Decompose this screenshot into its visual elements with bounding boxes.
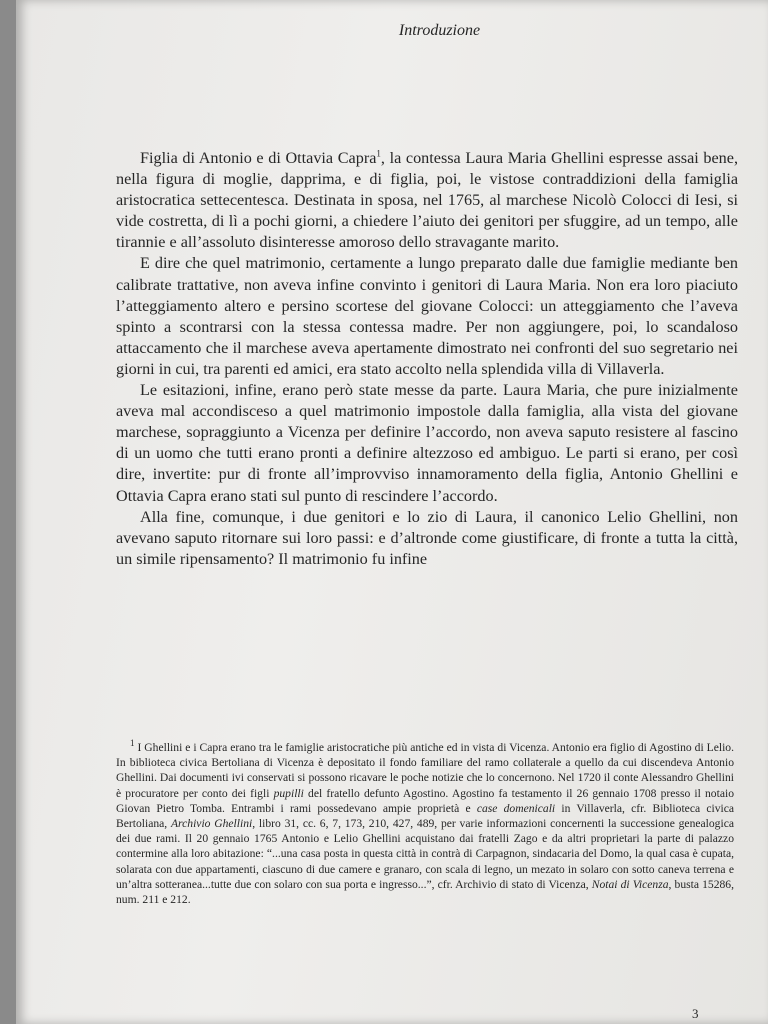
footnote-part: del fratello defunto Agostino. Agostino fa testamento il 26 gennaio 1708 presso il notaio Giovan Pietro Tomba. Entrambi i rami possedevano ampie proprietà e [116,786,734,815]
footnote [116,740,734,907]
footnote-part: , busta 15286, num. 211 e 212. [116,877,734,907]
book-page [16,0,768,1024]
footnote-text [116,740,734,907]
footnote-part: I Ghellini e i Capra erano tra le famiglie aristocratiche più antiche ed in vista di Vicenza. Antonio era figlio di Agostino di Lelio. In biblioteca civica Bertoliana di Vicenza è depositato il fondo familiare del ramo collaterale a quello da cui discendeva Antonio Ghellini. Dai documenti ivi conservati si possono ricavare le poche notizie che lo concernono. Nel 1720 il conte Alessandro Ghellini è procuratore per conto dei figli [116,741,734,800]
footnote-marker: 1 [130,738,135,749]
footnote-italic: pupilli [273,786,304,800]
running-head: Introduzione [398,22,481,39]
footnote-part: , libro 31, cc. 6, 7, 173, 210, 427, 489, per varie informazioni concernenti la successione genealogica dei due rami. Il 20 gennaio 1765 Antonio e Lelio Ghellini acquistano dai fratelli Zago e da altri proprietari la parte di palazzo contermine alla loro abitazione: “...una casa posta in questa città in contrà di Carpagnon, sindacaria del Domo, la qual casa è cupata, solarata con due appartamenti, ciascuno di due camere e granaro, con scala di legno, un mezato in solaro con sotto caneva terrena e un’altra sotteranea...tutte due con solaro con sua porta e ingresso...”, cfr. Archivio di stato di Vicenza, [116,817,734,891]
paragraph-2: E dire che quel matrimonio, certamente a lungo preparato dalle due famiglie mediante ben calibrate trattative, non aveva infine convinto i genitori di Laura Maria. Non era loro piaciuto l’atteggiamento altero e persino scortese del giovane Colocci: un atteggiamento che l’aveva spinto a scontrarsi con la stessa contessa madre. Per non aggiungere, poi, lo scandaloso attaccamento che il marchese aveva apertamente dimostrato nei confronti del suo segretario nei giorni in cui, tra parenti ed amici, era stato accolto nella splendida villa di Villaverla. [116,254,738,378]
main-text [116,148,738,570]
paragraph-1-rest: , la contessa Laura Maria Ghellini espresse assai bene, nella figura di moglie, dapprima, e di figlia, poi, le vistose contraddizioni della famiglia aristocratica settecentesca. Destinata in sposa, nel 1765, al marchese Nicolò Colocci di Iesi, si vide costretta, di lì a pochi giorni, a chiedere l’aiuto dei genitori per sfuggire, ad un tempo, alle tirannie e all’assoluto disinteresse amoroso dello stravagante marito. [116,149,738,252]
footnote-italic: case domenicali [476,801,556,815]
footnote-ref: 1 [376,148,381,159]
paragraph-1 [116,148,738,253]
footnote-italic: Notai di Vicenza [591,877,669,891]
paragraph-1-start: Figlia di Antonio e di Ottavia Capra [140,149,377,167]
page-number: 3 [692,1006,699,1021]
footnote-part: in Villaverla, cfr. Biblioteca civica Bertoliana, [116,801,734,831]
paragraph-3: Le esitazioni, infine, erano però state messe da parte. Laura Maria, che pure inizialmente aveva mal accondisceso a quel matrimonio impostole dalla famiglia, alla vista del giovane marchese, sopraggiunto a Vicenza per definire l’accordo, non aveva saputo resistere al fascino di un uomo che tutti erano pronti a definire altezzoso ed ambiguo. Le parti si erano, per così dire, invertite: pur di fronte all’improvviso innamoramento della figlia, Antonio Ghellini e Ottavia Capra erano stati sul punto di rescindere l’accordo. [116,381,738,505]
footnote-italic: Archivio Ghellini [170,817,253,831]
paragraph-4: Alla fine, comunque, i due genitori e lo zio di Laura, il canonico Lelio Ghellini, non avevano saputo ritornare sui loro passi: e d’altronde come giustificare, di fronte a tutta la città, un simile ripensamento? Il matrimonio fu infine [116,507,738,568]
